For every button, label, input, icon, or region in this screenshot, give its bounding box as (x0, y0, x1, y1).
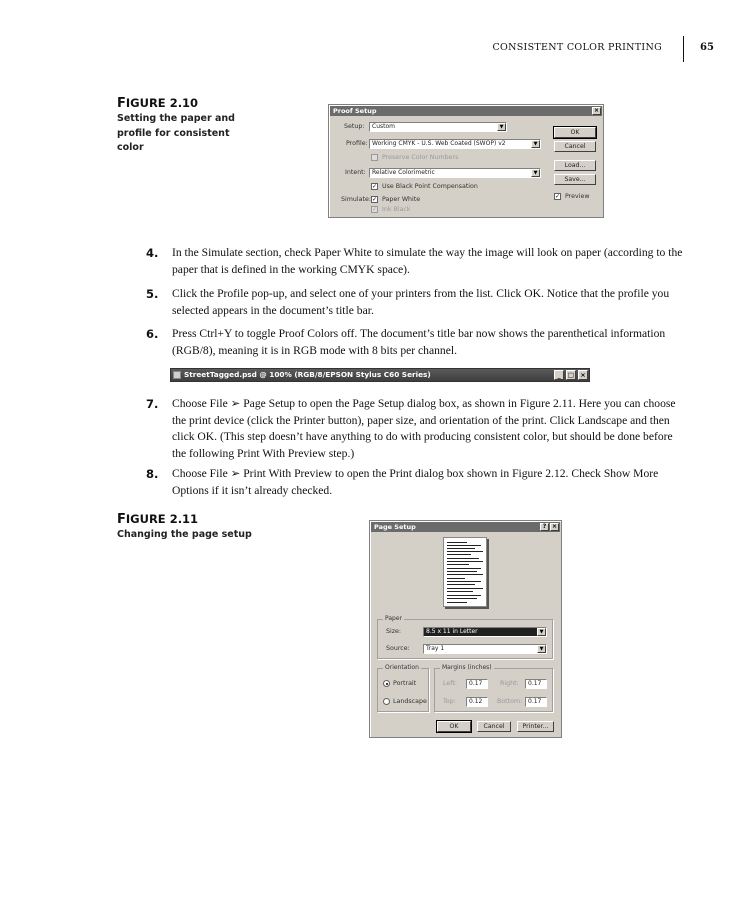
running-title: CONSISTENT COLOR PRINTING (492, 42, 662, 53)
document-title-bar (170, 368, 590, 382)
minimize-icon[interactable]: _ (554, 370, 564, 380)
left-margin-label: Left: (443, 680, 457, 687)
margins-group: Margins (inches) Left: 0.17 Right: 0.17 Top: 0.12 Bottom: 0.17 (434, 668, 553, 712)
close-icon[interactable]: × (593, 107, 600, 114)
cancel-button[interactable]: Cancel (477, 721, 511, 732)
ok-button[interactable]: OK (437, 721, 471, 732)
simulate-label: Simulate: (341, 196, 371, 203)
proof-setup-dialog (328, 104, 604, 218)
proof-setup-titlebar: Proof Setup × (330, 106, 602, 116)
save-button[interactable]: Save... (554, 174, 596, 185)
landscape-label: Landscape (393, 698, 427, 705)
preview-checkbox[interactable]: ✓ (555, 193, 561, 200)
black-point-compensation-label: Use Black Point Compensation (382, 183, 478, 190)
page-preview (443, 537, 487, 607)
step-7: 7. Choose File ➢ Page Setup to open the Page Setup dialog box, as shown in Figure 2.11. Here you can choose the print device (click the Printer button), paper size, and orientation of the print. Click Landscape and then click OK. (This step doesn’t have anything to do with producing consistent color, but should be done before the following Print With Preview step.) (146, 397, 676, 460)
preview-label: Preview (565, 193, 590, 200)
portrait-label: Portrait (393, 680, 417, 687)
right-margin-input[interactable]: 0.17 (525, 679, 547, 689)
step-8: 8. Choose File ➢ Print With Preview to open the Print dialog box shown in Figure 2.12. Check Show More Options if it isn’t already checked. (146, 467, 659, 497)
figure-2-11-caption: Changing the page setup (117, 529, 252, 540)
bottom-margin-input[interactable]: 0.17 (525, 697, 547, 707)
top-margin-label: Top: (443, 698, 456, 705)
intent-select[interactable]: Relative Colorimetric ▼ (369, 168, 541, 178)
close-icon[interactable]: × (578, 370, 588, 380)
page-number: 65 (700, 42, 714, 53)
step-6: 6. Press Ctrl+Y to toggle Proof Colors off. The document’s title bar now shows the parenthetical information (RGB/8), meaning it is in RGB mode with 8 bits per channel. (146, 327, 666, 357)
close-icon[interactable]: × (551, 523, 558, 530)
step-4: 4. In the Simulate section, check Paper White to simulate the way the image will look on paper (according to the paper that is defined in the working CMYK space). (146, 246, 683, 276)
preserve-color-numbers-checkbox[interactable] (371, 154, 378, 161)
figure-2-11-label: FIGURE 2.11 (117, 512, 199, 527)
maximize-icon[interactable]: □ (567, 371, 575, 379)
landscape-radio[interactable] (383, 698, 390, 705)
ink-black-checkbox[interactable]: ✓ (372, 206, 378, 213)
bottom-margin-label: Bottom: (497, 698, 523, 705)
page-setup-titlebar: Page Setup ? × (371, 522, 560, 532)
help-icon[interactable]: ? (540, 523, 549, 531)
source-label: Source: (386, 645, 410, 652)
step-5: 5. Click the Profile pop-up, and select one of your printers from the list. Click OK. Notice that the profile you selected appears in the document’s title bar. (146, 287, 670, 317)
setup-select[interactable]: Custom ▼ (369, 122, 507, 132)
orientation-group: Orientation Portrait Landscape (377, 668, 429, 712)
paper-white-label: Paper White (382, 196, 421, 203)
paper-source-select[interactable]: Tray 1 ▼ (423, 644, 547, 654)
figure-2-10-label: FIGURE 2.10 (117, 96, 199, 111)
profile-select[interactable]: Working CMYK - U.S. Web Coated (SWOP) v2 ▼ (369, 139, 541, 149)
profile-label: Profile: (346, 140, 368, 147)
setup-label: Setup: (344, 123, 365, 130)
left-margin-input[interactable]: 0.17 (466, 679, 488, 689)
preserve-color-numbers-label: Preserve Color Numbers (382, 154, 459, 161)
figure-2-10-caption: Setting the paper and profile for consistent color (117, 113, 235, 153)
top-margin-input[interactable]: 0.12 (466, 697, 488, 707)
header-divider (683, 36, 684, 62)
cancel-button[interactable]: Cancel (554, 141, 596, 152)
portrait-radio[interactable] (383, 680, 390, 687)
document-title: StreetTagged.psd @ 100% (RGB/8/EPSON Stylus C60 Series) (184, 370, 431, 379)
printer-button[interactable]: Printer... (517, 721, 554, 732)
black-point-compensation-checkbox[interactable]: ✓ (372, 183, 378, 190)
intent-label: Intent: (345, 169, 366, 176)
page-setup-dialog (369, 520, 562, 738)
load-button[interactable]: Load... (554, 160, 596, 171)
paper-white-checkbox[interactable]: ✓ (372, 196, 378, 203)
ok-button[interactable]: OK (554, 127, 596, 138)
paper-group: Paper Size: 8.5 x 11 in Letter ▼ Source: Tray 1 ▼ (377, 619, 553, 659)
photoshop-document-icon (173, 371, 181, 379)
ink-black-label: Ink Black (382, 206, 411, 213)
paper-size-select[interactable]: 8.5 x 11 in Letter ▼ (423, 627, 547, 637)
right-margin-label: Right: (500, 680, 519, 687)
size-label: Size: (386, 628, 402, 635)
